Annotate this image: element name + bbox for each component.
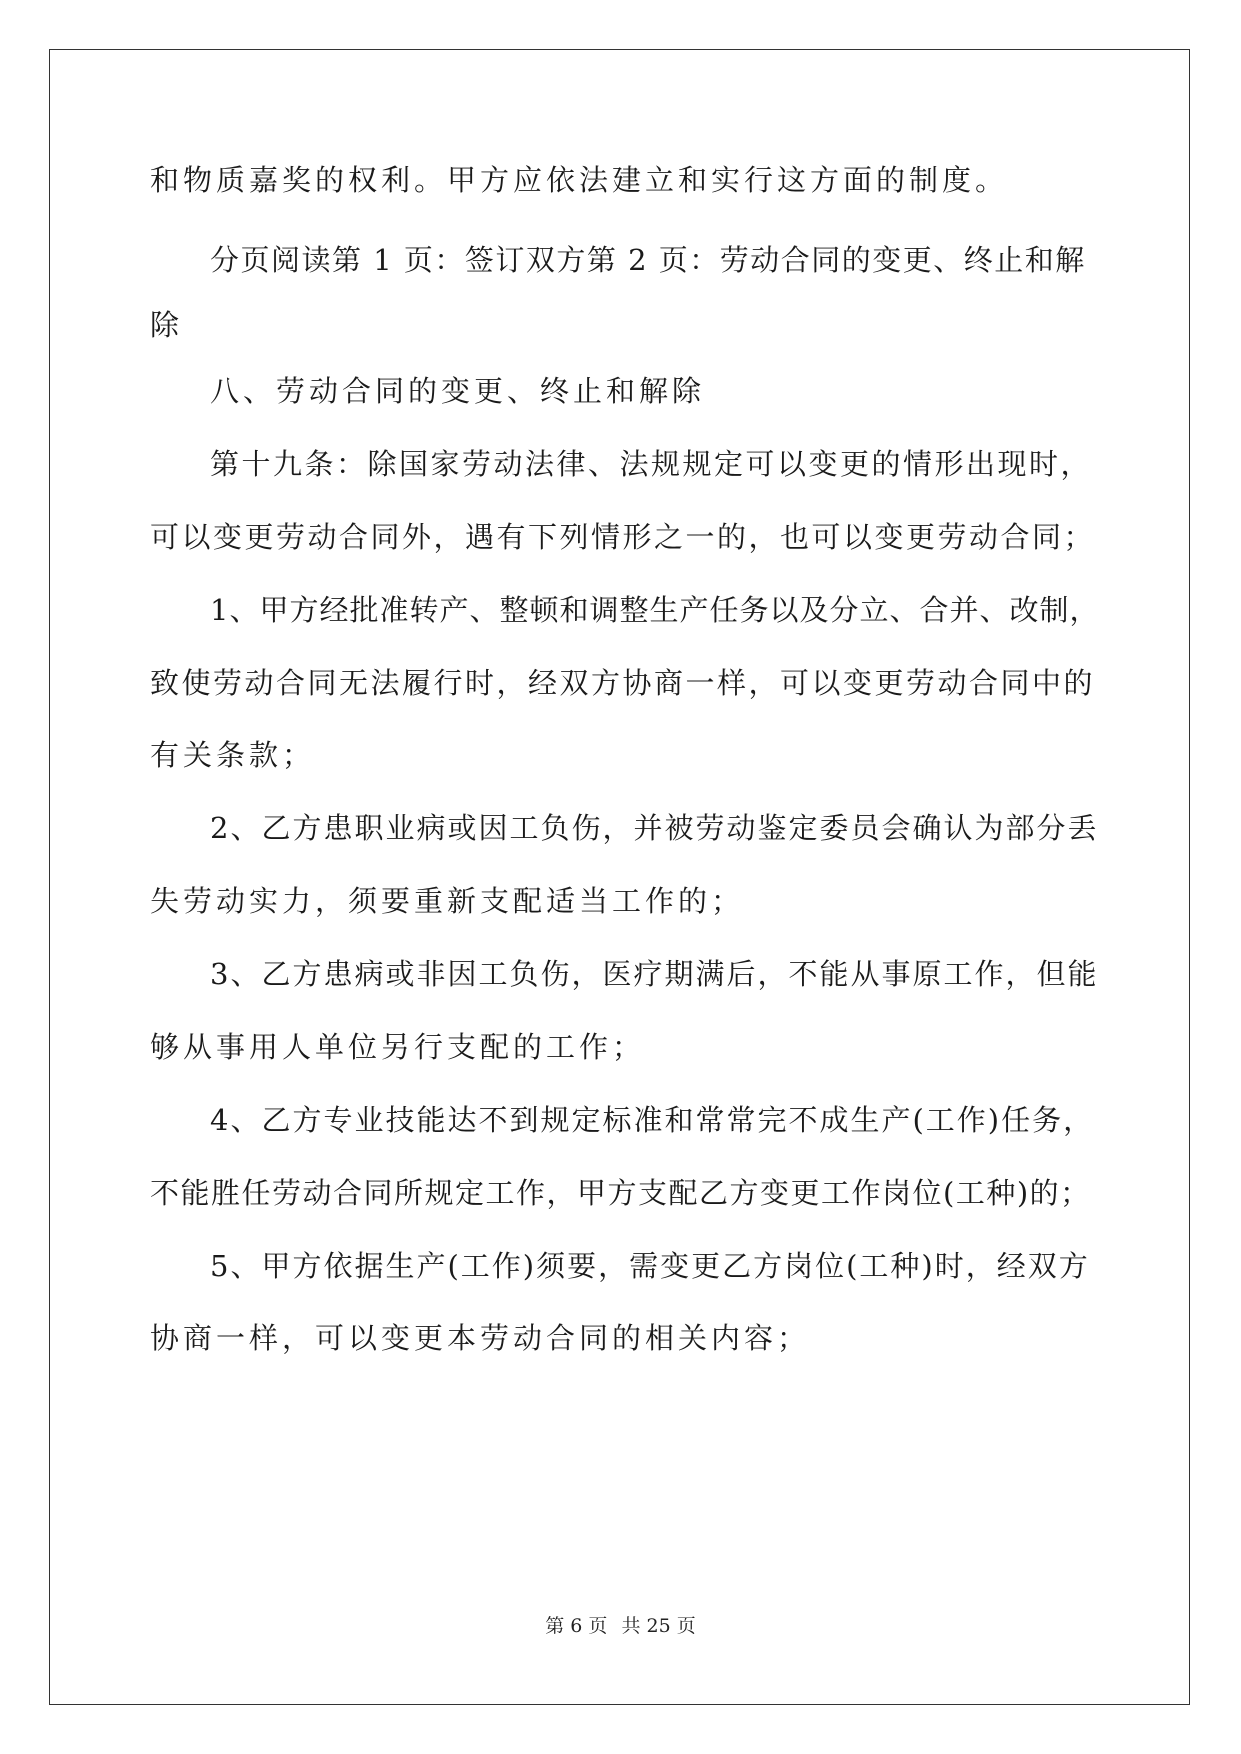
paragraph-line: 失劳动实力，须要重新支配适当工作的； bbox=[150, 884, 745, 918]
paragraph-line: 和物质嘉奖的权利。甲方应依法建立和实行这方面的制度。 bbox=[150, 163, 1009, 197]
section-heading: 八、劳动合同的变更、终止和解除 bbox=[210, 374, 706, 408]
page-border bbox=[49, 49, 1190, 1705]
paragraph-line: 分页阅读第 1 页：签订双方第 2 页：劳动合同的变更、终止和解 bbox=[210, 243, 1086, 277]
paragraph-line: 不能胜任劳动合同所规定工作，甲方支配乙方变更工作岗位(工种)的； bbox=[150, 1176, 1091, 1210]
paragraph-line: 1、甲方经批准转产、整顿和调整生产任务以及分立、合并、改制， bbox=[210, 593, 1100, 627]
paragraph-line: 协商一样，可以变更本劳动合同的相关内容； bbox=[150, 1321, 811, 1355]
paragraph-line: 够从事用人单位另行支配的工作； bbox=[150, 1030, 646, 1064]
paragraph-line: 可以变更劳动合同外，遇有下列情形之一的，也可以变更劳动合同； bbox=[150, 520, 1096, 554]
total-pages: 共 25 页 bbox=[621, 1615, 696, 1637]
paragraph-line: 有关条款； bbox=[150, 738, 316, 772]
paragraph-line: 除 bbox=[150, 308, 184, 342]
page-footer bbox=[0, 1614, 1241, 1638]
paragraph-line: 5、甲方依据生产(工作)须要，需变更乙方岗位(工种)时，经双方 bbox=[210, 1249, 1090, 1283]
paragraph-line: 致使劳动合同无法履行时，经双方协商一样，可以变更劳动合同中的 bbox=[150, 666, 1096, 700]
paragraph-line: 3、乙方患病或非因工负伤，医疗期满后，不能从事原工作，但能 bbox=[210, 957, 1099, 991]
paragraph-line: 4、乙方专业技能达不到规定标准和常常完不成生产(工作)任务， bbox=[210, 1103, 1095, 1137]
paragraph-line: 2、乙方患职业病或因工负伤，并被劳动鉴定委员会确认为部分丢 bbox=[210, 811, 1099, 845]
paragraph-line: 第十九条：除国家劳动法律、法规规定可以变更的情形出现时， bbox=[210, 447, 1093, 481]
current-page-number: 第 6 页 bbox=[545, 1615, 608, 1637]
